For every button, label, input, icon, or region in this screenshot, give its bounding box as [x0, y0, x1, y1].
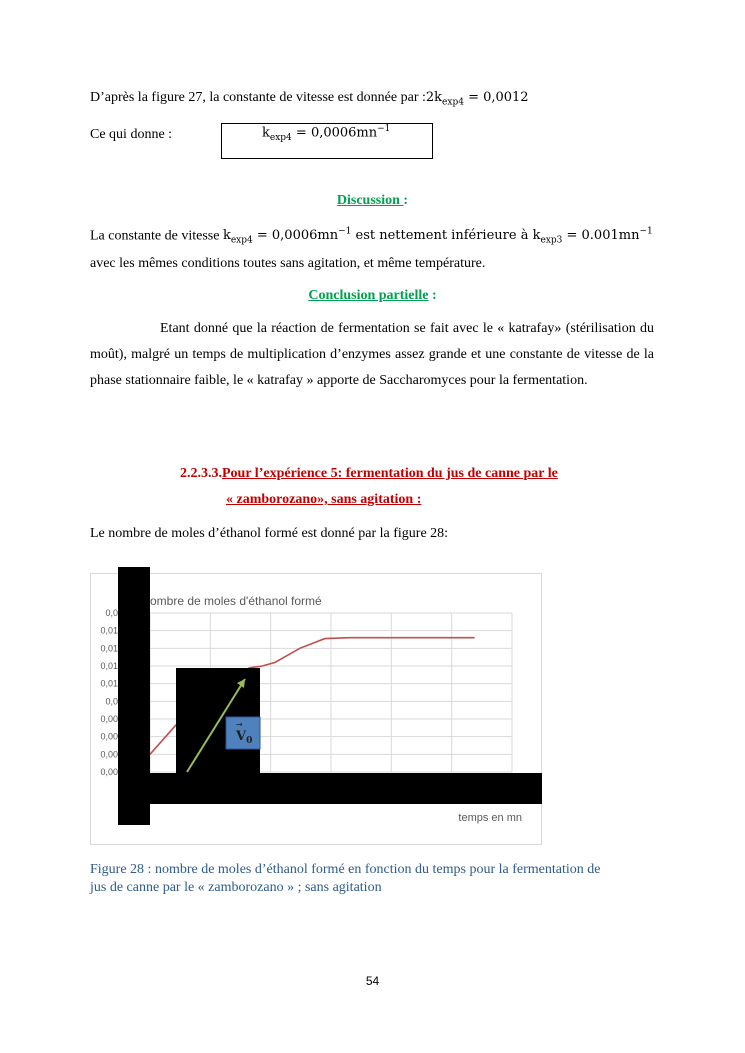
discussion-line-2: avec les mêmes conditions toutes sans agitation, et même température.: [90, 256, 486, 271]
y-tick-label: 0,01: [100, 661, 118, 671]
y-tick-label: 0,00: [100, 731, 118, 742]
caption-line-2: jus de canne par le « zamborozano » ; sans agitation: [90, 880, 382, 895]
v0-label: $V_0$: [236, 729, 253, 746]
y-tick-label: 0,00: [100, 749, 118, 760]
section-heading: 2.2.3.3.Pour l’expérience 5: fermentation du jus de canne par le: [180, 466, 558, 481]
rate-constant-equation: $2k_{exp4} = 0,0012$: [425, 90, 529, 108]
y-tick-label: 0,0: [105, 696, 118, 707]
x-axis-label: temps en mn: [458, 812, 522, 824]
result-equation: $k_{exp4} = 0,0006mn^{-1}$: [262, 124, 391, 143]
result-box: [221, 123, 433, 159]
redaction-block-bottom: [118, 773, 542, 804]
conclusion-heading: Conclusion partielle :: [308, 288, 437, 303]
y-tick-label: 0,00: [100, 714, 118, 724]
v0-vector-arrow: →: [236, 720, 243, 729]
y-tick-label: 0,00: [100, 767, 118, 777]
ethanol-chart: [90, 565, 545, 830]
conclusion-paragraph: Etant donné que la réaction de fermentation se fait avec le « katrafay» (stérilisation du moût), malgré un temps de multiplication d’enzymes assez grande et une constante de vitesse de la phase stationnaire faible, le « katrafay » apporte de Saccharomyces pour la fermentation.: [90, 321, 654, 388]
y-tick-labels: [100, 608, 118, 777]
caption-line-1: Figure 28 : nombre de moles d’éthanol formé en fonction du temps pour la fermentation de: [90, 862, 601, 877]
section-heading-line-2: « zamborozano», sans agitation :: [226, 492, 422, 507]
figure-intro: Le nombre de moles d’éthanol formé est donné par la figure 28:: [90, 526, 449, 541]
rate-constant-text: D’après la figure 27, la constante de vitesse est donnée par :: [90, 90, 426, 105]
y-tick-label: 0,01: [100, 625, 118, 636]
text-result-label: Ce qui donne :: [90, 127, 173, 142]
y-tick-label: 0,01: [100, 643, 118, 654]
y-tick-label: 0,01: [100, 678, 118, 689]
discussion-heading: Discussion :: [336, 193, 409, 208]
y-tick-label: 0,0: [105, 608, 118, 618]
text-line-rate-constant: [90, 90, 690, 108]
chart-title: ombre de moles d'éthanol formé: [150, 594, 322, 608]
figure-caption: [90, 861, 690, 897]
discussion-line-1: La constante de vitesse $k_{exp4} = 0,0006mn^{-1}$ est nettement inférieure à $k_{exp3} = 0.001mn^{-1}$: [90, 227, 653, 246]
page-number: 54: [365, 974, 380, 988]
